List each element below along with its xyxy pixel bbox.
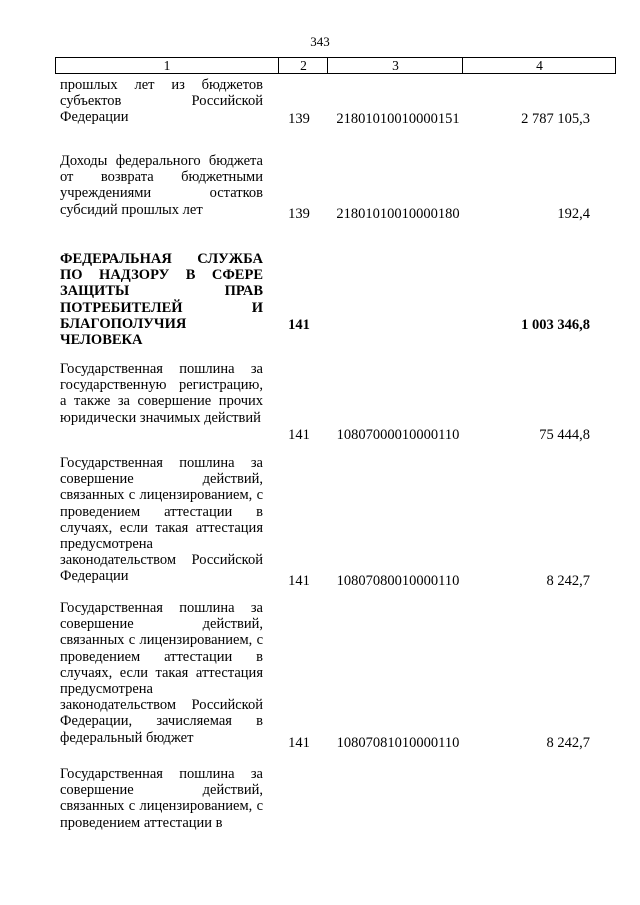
row-name: ФЕДЕРАЛЬНАЯ СЛУЖБА ПО НАДЗОРУ В СФЕРЕ ЗАЩИТЫ ПРАВ ПОТРЕБИТЕЛЕЙ И БЛАГОПОЛУЧИЯ ЧЕЛОВЕКА — [60, 251, 263, 349]
row-kbk: 10807080010000110 — [336, 572, 460, 589]
row-code: 141 — [288, 572, 310, 589]
table-row — [0, 455, 640, 589]
row-name: Государственная пошлина за совершение действий, связанных с лицензированием, с проведением аттестации в — [60, 766, 263, 831]
page-number: 343 — [310, 34, 330, 49]
row-kbk: 10807081010000110 — [336, 734, 460, 751]
row-amount: 1 003 346,8 — [521, 316, 590, 333]
row-code: 139 — [288, 205, 310, 222]
table-row — [0, 153, 640, 222]
row-name: Государственная пошлина за совершение действий, связанных с лицензированием, с проведением аттестации в случаях, если такая аттестация предусмотрена законодательством Российской Федерации, зачисляемая в федеральный бюджет — [60, 600, 263, 746]
row-code: 141 — [288, 734, 310, 751]
row-amount: 8 242,7 — [546, 734, 590, 751]
table-row — [0, 361, 640, 443]
row-kbk: 21801010010000151 — [336, 110, 460, 127]
row-code: 141 — [288, 316, 310, 333]
row-name: Государственная пошлина за совершение действий, связанных с лицензированием, с проведением аттестации в случаях, если такая аттестация предусмотрена законодательством Российской Федерации — [60, 455, 263, 585]
table-row — [0, 251, 640, 349]
table-row — [0, 600, 640, 751]
row-amount: 75 444,8 — [539, 426, 590, 443]
header-col-1: 1 — [163, 58, 171, 73]
header-col-2: 2 — [278, 58, 328, 73]
table-header — [55, 57, 616, 74]
row-name: Государственная пошлина за государственную регистрацию, а также за совершение прочих юридически значимых действий — [60, 361, 263, 426]
table-row — [0, 77, 640, 127]
row-code: 141 — [288, 426, 310, 443]
row-name: прошлых лет из бюджетов субъектов Российской Федерации — [60, 77, 263, 126]
row-kbk: 21801010010000180 — [336, 205, 460, 222]
table-row — [0, 766, 640, 834]
row-code: 139 — [288, 110, 310, 127]
row-name: Доходы федерального бюджета от возврата бюджетными учреждениями остатков субсидий прошлых лет — [60, 153, 263, 218]
row-kbk: 10807000010000110 — [336, 426, 460, 443]
header-col-3: 3 — [327, 58, 463, 73]
row-amount: 192,4 — [557, 205, 590, 222]
row-amount: 2 787 105,3 — [521, 110, 590, 127]
row-amount: 8 242,7 — [546, 572, 590, 589]
header-col-4: 4 — [462, 58, 616, 73]
